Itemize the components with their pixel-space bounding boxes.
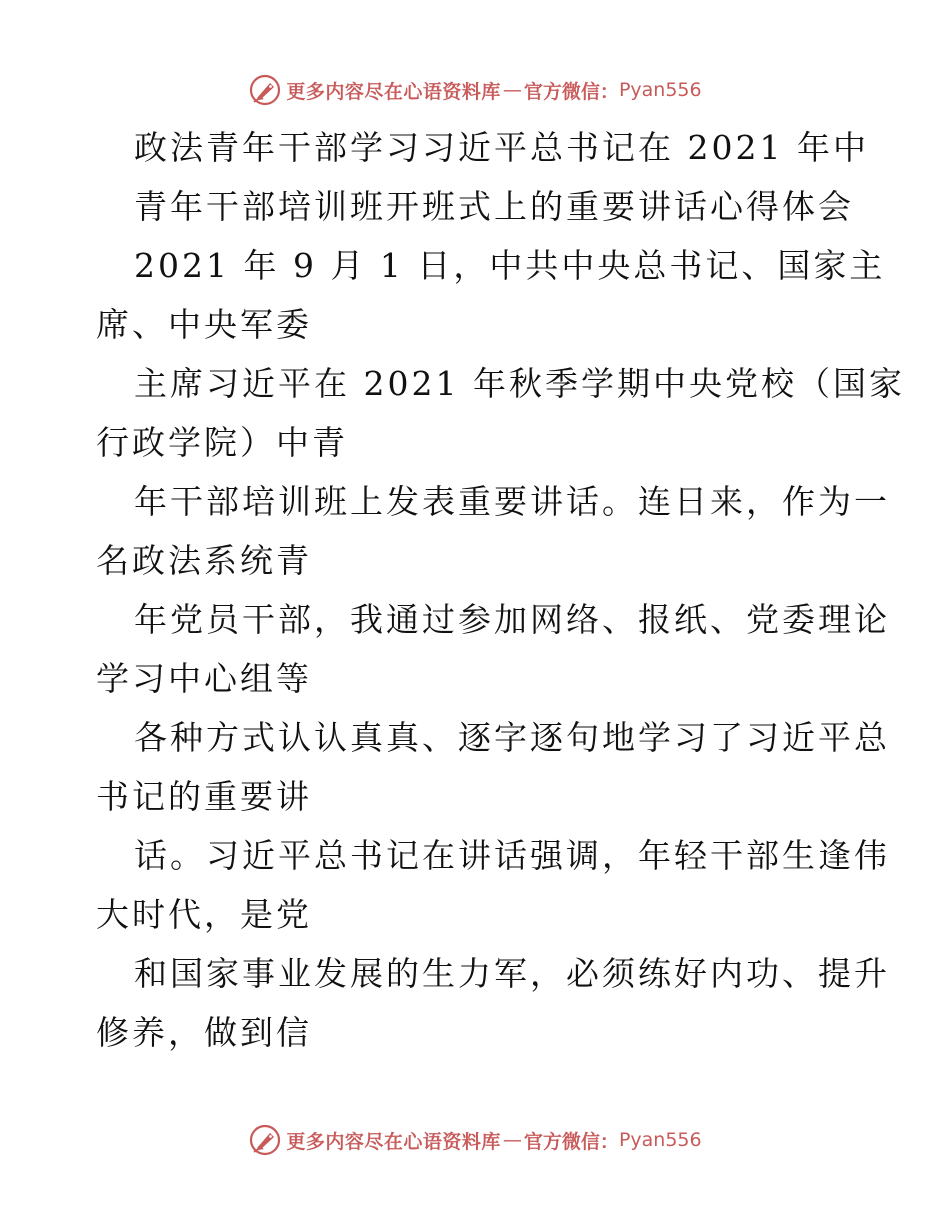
paragraph-line: 行政学院）中青 — [96, 423, 348, 462]
pen-nib-icon — [248, 1123, 282, 1157]
watermark-main-text: 更多内容尽在心语资料库 — [286, 1130, 501, 1153]
paragraph-line: 修养，做到信 — [96, 1013, 312, 1052]
paragraph-line: 各种方式认认真真、逐字逐句地学习了习近平总 — [134, 718, 890, 757]
paragraph-line: 大时代，是党 — [96, 895, 312, 934]
paragraph-line: 话。习近平总书记在讲话强调，年轻干部生逢伟 — [134, 836, 890, 875]
document-body — [96, 118, 905, 1062]
footer-watermark — [0, 1120, 950, 1160]
header-watermark — [0, 70, 950, 110]
watermark-wechat-id: Pyan556 — [618, 79, 702, 101]
paragraph-line: 名政法系统青 — [96, 541, 312, 580]
watermark-main-text: 更多内容尽在心语资料库 — [286, 80, 501, 103]
paragraph-line: 青年干部培训班开班式上的重要讲话心得体会 — [134, 187, 854, 226]
paragraph-line: 政法青年干部学习习近平总书记在 2021 年中 — [134, 128, 869, 167]
watermark-separator: — — [502, 1129, 522, 1151]
paragraph-line: 主席习近平在 2021 年秋季学期中央党校（国家 — [134, 364, 905, 403]
paragraph-line: 学习中心组等 — [96, 659, 312, 698]
paragraph-line: 年党员干部，我通过参加网络、报纸、党委理论 — [134, 600, 890, 639]
watermark-wechat-label: 官方微信： — [523, 1130, 619, 1153]
watermark-separator: — — [502, 79, 522, 101]
paragraph-line: 2021 年 9 月 1 日，中共中央总书记、国家主 — [134, 246, 886, 285]
watermark-wechat-id: Pyan556 — [618, 1129, 702, 1151]
pen-nib-icon — [248, 73, 282, 107]
watermark-wechat-label: 官方微信： — [523, 80, 619, 103]
paragraph-line: 年干部培训班上发表重要讲话。连日来，作为一 — [134, 482, 890, 521]
paragraph-line: 和国家事业发展的生力军，必须练好内功、提升 — [134, 954, 890, 993]
paragraph-line: 书记的重要讲 — [96, 777, 312, 816]
paragraph-line: 席、中央军委 — [96, 305, 312, 344]
